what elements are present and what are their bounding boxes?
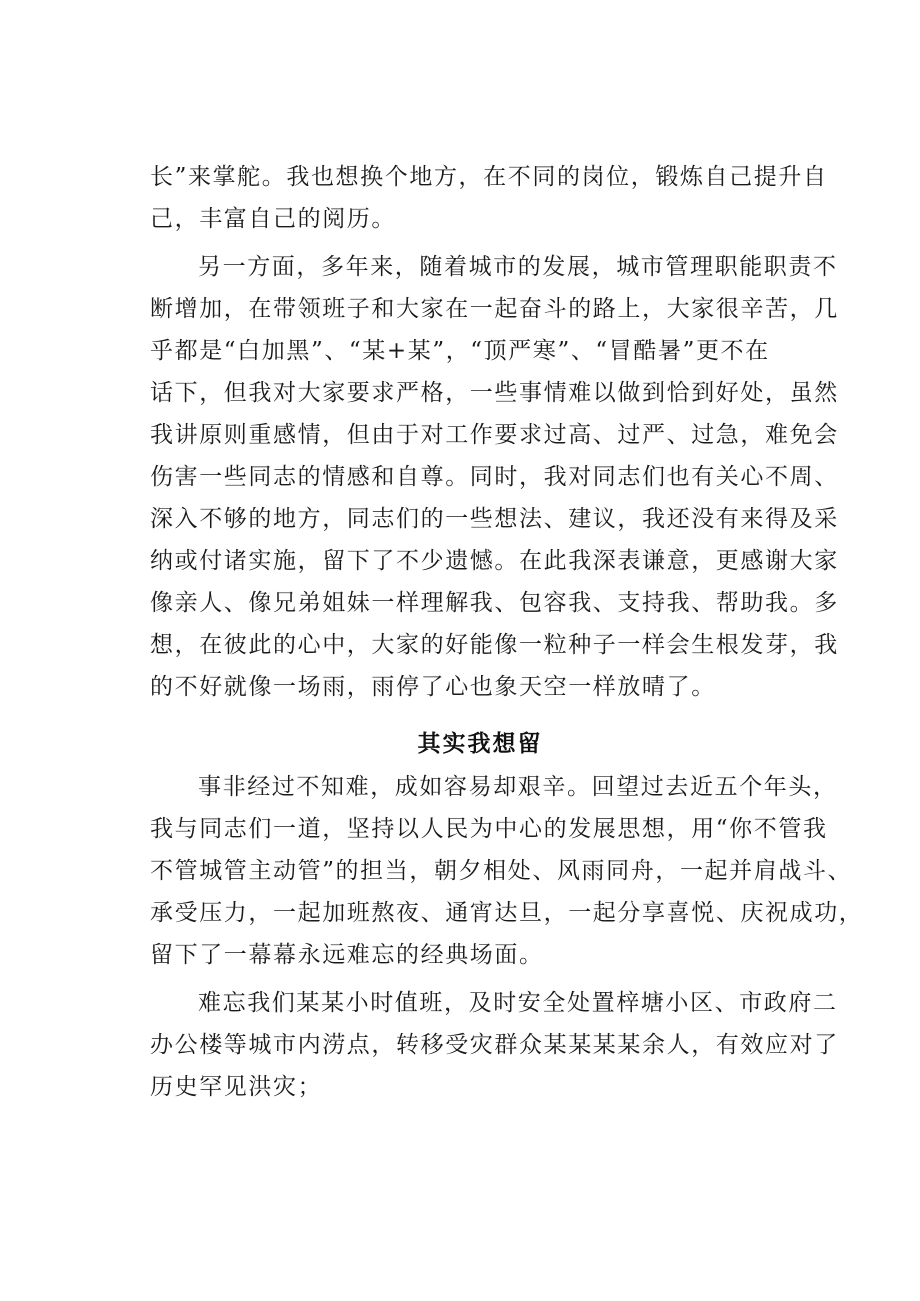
text-line: 乎都是“白加黑”、“某+某”，“顶严寒”、“冒酷暑”更不在 xyxy=(150,338,770,364)
text-line: 己，丰富自己的阅历。 xyxy=(150,206,396,232)
text-line: 我讲原则重感情，但由于对工作要求过高、过严、过急，难免会 xyxy=(150,422,839,448)
text-line: 难忘我们某某小时值班，及时安全处置梓塘小区、市政府二 xyxy=(198,990,838,1016)
text-line: 深入不够的地方，同志们的一些想法、建议，我还没有来得及采 xyxy=(150,506,839,532)
text-line: 断增加，在带领班子和大家在一起奋斗的路上，大家很辛苦，几 xyxy=(150,296,839,322)
text-line: 伤害一些同志的情感和自尊。同时，我对同志们也有关心不周、 xyxy=(150,464,839,490)
text-line: 长”来掌舵。我也想换个地方，在不同的岗位，锻炼自己提升自 xyxy=(150,164,828,190)
text-line: 像亲人、像兄弟姐妹一样理解我、包容我、支持我、帮助我。多 xyxy=(150,590,839,616)
paragraph-block-1 xyxy=(150,156,839,708)
text-line: 我与同志们一道，坚持以人民为中心的发展思想，用“你不管我 xyxy=(150,816,828,842)
text-line: 话下，但我对大家要求严格，一些事情难以做到恰到好处，虽然 xyxy=(150,380,839,406)
text-line: 历史罕见洪灾； xyxy=(150,1074,323,1100)
text-line: 办公楼等城市内涝点，转移受灾群众某某某某余人，有效应对了 xyxy=(150,1032,839,1058)
text-line: 留下了一幕幕永远难忘的经典场面。 xyxy=(150,942,544,968)
text-line: 事非经过不知难，成如容易却艰辛。回望过去近五个年头， xyxy=(198,774,838,800)
text-line: 承受压力，一起加班熬夜、通宵达旦，一起分享喜悦、庆祝成功， xyxy=(150,900,864,926)
text-line: 想，在彼此的心中，大家的好能像一粒种子一样会生根发芽，我 xyxy=(150,632,839,658)
text-line: 另一方面，多年来，随着城市的发展，城市管理职能职责不 xyxy=(198,254,838,280)
text-line: 的不好就像一场雨，雨停了心也象天空一样放晴了。 xyxy=(150,674,716,700)
text-line: 纳或付诸实施，留下了不少遗憾。在此我深表谦意，更感谢大家 xyxy=(150,548,839,574)
section-heading: 其实我想留 xyxy=(417,731,543,757)
paragraph-block-2 xyxy=(150,766,864,1108)
text-line: 不管城管主动管”的担当，朝夕相处、风雨同舟，一起并肩战斗、 xyxy=(150,858,853,884)
